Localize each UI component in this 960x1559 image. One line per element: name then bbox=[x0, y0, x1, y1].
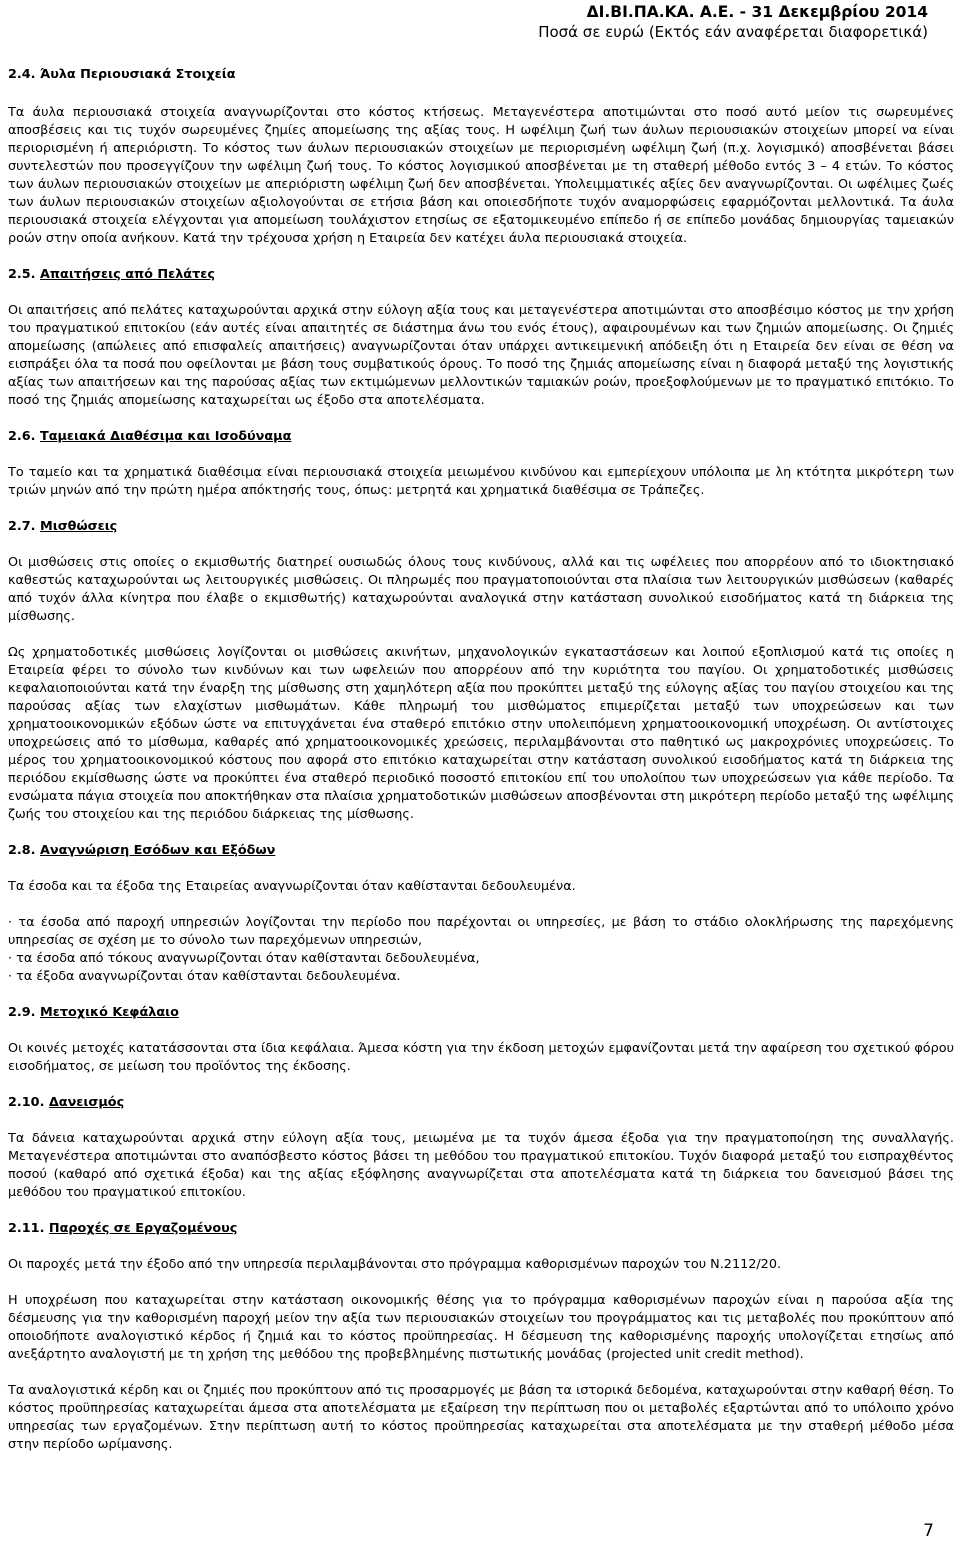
section-2-4-title: 2.4. Άυλα Περιουσιακά Στοιχεία bbox=[8, 67, 236, 82]
section-number: 2.9. bbox=[8, 1005, 40, 1020]
page-number: 7 bbox=[923, 1521, 934, 1541]
page-header bbox=[538, 2, 928, 43]
section-2-10-title bbox=[8, 1094, 954, 1112]
section-2-8-paragraph: Τα έσοδα και τα έξοδα της Εταιρείας αναγνωρίζονται όταν καθίστανται δεδουλευμένα. bbox=[8, 879, 576, 894]
list-item: · τα έξοδα αναγνωρίζονται όταν καθίστανται δεδουλευμένα. bbox=[8, 969, 401, 984]
section-2-5-paragraph: Οι απαιτήσεις από πελάτες καταχωρούνται αρχικά στην εύλογη αξία τους και μεταγενέστερα αποτιμώνται στο αποσβέσιμο κόστος με την χρήση του πραγματικού επιτοκίου (εάν αυτές είναι απαιτητές σε διάστημα άνω του ενός έτους), αφαιρουμένων και των ζημιών απομείωσης. Οι ζημιές απομείωσης (απώλειες από επισφαλείς απαιτήσεις) αναγνωρίζονται όταν υπάρχει αντικειμενική απόδειξη ότι η Εταιρεία δεν είναι σε θέση να εισπράξει όλα τα ποσά που οφείλονται με βάση τους συμβατικούς όρους. Το ποσό της ζημιάς απομείωσης είναι η διαφορά μεταξύ της λογιστικής αξίας των απαιτήσεων και της παρούσας αξίας των εκτιμώμενων μελλοντικών ταμιακών ροών, προεξοφλούμενων με το πραγματικό επιτόκιο. Το ποσό της ζημιάς απομείωσης καταχωρείται ως έξοδο στα αποτελέσματα. bbox=[8, 303, 954, 408]
document-body bbox=[8, 58, 954, 1454]
section-2-10-paragraph: Τα δάνεια καταχωρούνται αρχικά στην εύλογη αξία τους, μειωμένα με τα τυχόν άμεσα έξοδα για την πραγματοποίηση της συναλλαγής. Μεταγενέστερα αποτιμώνται στο αναπόσβεστο κόστος βάσει τη μεθόδου του πραγματικού επιτοκίου. Τυχόν διαφορά μεταξύ του εισπραχθέντος ποσού (καθαρό από σχετικά έξοδα) και της αξίας εξόφλησης αναγνωρίζεται στα αποτελέσματα κατά τη διάρκεια του δανεισμού βάσει της μεθόδου του πραγματικού επιτοκίου. bbox=[8, 1131, 954, 1200]
list-item: · τα έσοδα από τόκους αναγνωρίζονται όταν καθίστανται δεδουλευμένα, bbox=[8, 951, 480, 966]
section-2-4-paragraph: Τα άυλα περιουσιακά στοιχεία αναγνωρίζονται στο κόστος κτήσεως. Μεταγενέστερα αποτιμώνται στο ποσό αυτό μείον τις σωρευμένες αποσβέσεις και τις τυχόν σωρευμένες ζημίες απομείωσης της αξίας τους. Η ωφέλιμη ζωή των άυλων περιουσιακών στοιχείων μπορεί να είναι περιορισμένη ή απεριόριστη. Το κόστος των άυλων περιουσιακών στοιχείων με περιορισμένη ωφέλιμη ζωή (π.χ. λογισμικό) αποσβένεται βάσει συντελεστών που προσεγγίζουν την ωφέλιμη ζωή τους. Το κόστος λογισμικού αποσβένεται με τη σταθερή μέθοδο εντός 3 – 4 ετών. Το κόστος των άυλων περιουσιακών στοιχείων με απεριόριστη ωφέλιμη ζωή δεν αποσβένεται. Υπολειμματικές αξίες δεν αναγνωρίζονται. Οι ωφέλιμες ζωές των άυλων περιουσιακών στοιχείων αξιολογούνται σε ετήσια βάση και οποιεσδήποτε τυχόν αναμορφώσεις εφαρμόζονται μελλοντικά. Τα άυλα περιουσιακά στοιχεία ελέγχονται για απομείωση τουλάχιστον ετησίως σε εξατομικευμένο επίπεδο ή σε επίπεδο μονάδας δημιουργίας ταμειακών ροών στην οποία ανήκουν. Κατά την τρέχουσα χρήση η Εταιρεία δεν κατέχει άυλα περιουσιακά στοιχεία. bbox=[8, 105, 954, 246]
section-2-9-title bbox=[8, 1004, 954, 1022]
section-heading: Αναγνώριση Εσόδων και Εξόδων bbox=[40, 843, 276, 858]
section-2-11-paragraph-3: Τα αναλογιστικά κέρδη και οι ζημιές που προκύπτουν από τις προσαρμογές με βάση τα ιστορικά δεδομένα, καταχωρούνται στην καθαρή θέση. Το κόστος προϋπηρεσίας καταχωρείται άμεσα στα αποτελέσματα με εξαίρεση την περίπτωση που οι μεταβολές εξαρτώνται από το υπόλοιπο χρόνο υπηρεσίας των εργαζομένων. Στην περίπτωση αυτή το κόστος προϋπηρεσίας καταχωρείται στα αποτελέσματα με την σταθερή μέθοδο μέσα στην περίοδο ωρίμανσης. bbox=[8, 1383, 954, 1452]
section-2-7-paragraph-1: Οι μισθώσεις στις οποίες ο εκμισθωτής διατηρεί ουσιωδώς όλους τους κινδύνους, αλλά και τις ωφέλειες που απορρέουν από το ιδιοκτησιακό καθεστώς καταχωρούνται ως λειτουργικές μισθώσεις. Οι πληρωμές που πραγματοποιούνται στα πλαίσια των λειτουργικών μισθώσεων (καθαρές από τυχόν άλλα κίνητρα που έλαβε ο εκμισθωτής) καταχωρούνται αναλογικά στην κατάσταση συνολικού εισοδήματος κατά τη διάρκεια της μίσθωσης. bbox=[8, 555, 954, 624]
company-date-title: ΔΙ.ΒΙ.ΠΑ.ΚΑ. Α.Ε. - 31 Δεκεμβρίου 2014 bbox=[586, 3, 928, 21]
section-2-6-title bbox=[8, 428, 954, 446]
currency-note: Ποσά σε ευρώ (Εκτός εάν αναφέρεται διαφορετικά) bbox=[538, 23, 928, 41]
section-number: 2.10. bbox=[8, 1095, 49, 1110]
section-heading: Απαιτήσεις από Πελάτες bbox=[40, 267, 215, 282]
section-number: 2.6. bbox=[8, 429, 40, 444]
section-heading: Παροχές σε Εργαζομένους bbox=[48, 1221, 238, 1236]
section-heading: Μετοχικό Κεφάλαιο bbox=[40, 1005, 179, 1020]
section-2-11-paragraph-1: Οι παροχές μετά την έξοδο από την υπηρεσία περιλαμβάνονται στο πρόγραμμα καθορισμένων παροχών του Ν.2112/20. bbox=[8, 1257, 782, 1272]
section-2-7-title bbox=[8, 518, 954, 536]
section-2-8-title bbox=[8, 842, 954, 860]
section-heading: Μισθώσεις bbox=[40, 519, 118, 534]
section-2-11-paragraph-2: Η υποχρέωση που καταχωρείται στην κατάσταση οικονομικής θέσης για το πρόγραμμα καθορισμένων παροχών είναι η παρούσα αξία της δέσμευσης για την καθορισμένη παροχή μείον την αξία των περιουσιακών στοιχείων του προγράμματος και τις μεταβολές που προκύπτουν από οποιοδήποτε αναλογιστικό κέρδος ή ζημιά και το κόστος προϋπηρεσίας. Η δέσμευση της καθορισμένης παροχής υπολογίζεται ετησίως από ανεξάρτητο αναλογιστή με τη χρήση της μεθόδου της προβεβλημένης πιστωτικής μονάδας (projected unit credit method). bbox=[8, 1293, 954, 1362]
section-2-9-paragraph: Οι κοινές μετοχές κατατάσσονται στα ίδια κεφάλαια. Άμεσα κόστη για την έκδοση μετοχών εμφανίζονται μετά την αφαίρεση του σχετικού φόρου εισοδήματος, σε μείωση του προϊόντος της έκδοσης. bbox=[8, 1041, 954, 1074]
section-heading: Ταμειακά Διαθέσιμα και Ισοδύναμα bbox=[40, 429, 292, 444]
section-number: 2.7. bbox=[8, 519, 40, 534]
section-heading: Δανεισμός bbox=[48, 1095, 125, 1110]
section-2-7-paragraph-2: Ως χρηματοδοτικές μισθώσεις λογίζονται οι μισθώσεις ακινήτων, μηχανολογικών εγκαταστάσεων και λοιπού εξοπλισμού κατά τις οποίες η Εταιρεία φέρει το σύνολο των κινδύνων και των ωφελειών που απορρέουν από την κυριότητα του παγίου. Οι χρηματοδοτικές μισθώσεις κεφαλαιοποιούνται κατά την έναρξη της μίσθωσης στη χαμηλότερη αξία που προκύπτει μεταξύ της εύλογης αξίας του παγίου στοιχείου και της παρούσας αξίας των ελαχίστων μισθωμάτων. Κάθε πληρωμή του μισθώματος επιμερίζεται μεταξύ των υποχρεώσεων και των χρηματοοικονομικών εξόδων ώστε να επιτυγχάνεται ένα σταθερό επιτόκιο στην υπολειπόμενη χρηματοοικονομική υποχρέωση. Οι αντίστοιχες υποχρεώσεις από το μίσθωμα, καθαρές από χρηματοοικονομικές χρεώσεις, περιλαμβάνονται στο παθητικό ως μακροχρόνιες υποχρεώσεις. Το μέρος του χρηματοοικονομικού κόστους που αφορά στο επιτόκιο καταχωρείται στην κατάσταση συνολικού εισοδήματος κατά τη διάρκεια της περιόδου εκμίσθωσης ώστε να προκύπτει ένα σταθερό περιοδικό ποσοστό επιτοκίου επί του υπολοίπου των υποχρεώσεων για κάθε περίοδο. Τα ενσώματα πάγια στοιχεία που αποκτήθηκαν στα πλαίσια χρηματοδοτικών μισθώσεων αποσβένονται στη μικρότερη περίοδο μεταξύ της ωφέλιμης ζωής του στοιχείου και της περιόδου διάρκειας της μίσθωσης. bbox=[8, 645, 954, 822]
list-item: · τα έσοδα από παροχή υπηρεσιών λογίζονται την περίοδο που παρέχονται οι υπηρεσίες, με βάση το στάδιο ολοκλήρωσης της παρεχόμενης υπηρεσίας σε σχέση με το σύνολο των παρεχόμενων υπηρεσιών, bbox=[8, 915, 954, 948]
section-2-6-paragraph: Το ταμείο και τα χρηματικά διαθέσιμα είναι περιουσιακά στοιχεία μειωμένου κινδύνου και εμπερίεχουν υπόλοιπα με λη κτότητα μικρότερη των τριών μηνών από την πρώτη ημέρα απόκτησής τους, όπως: μετρητά και χρηματικά διαθέσιμα σε Τράπεζες. bbox=[8, 465, 954, 498]
section-number: 2.8. bbox=[8, 843, 40, 858]
section-number: 2.11. bbox=[8, 1221, 49, 1236]
section-2-5-title bbox=[8, 266, 954, 284]
section-number: 2.5. bbox=[8, 267, 40, 282]
section-2-11-title bbox=[8, 1220, 954, 1238]
